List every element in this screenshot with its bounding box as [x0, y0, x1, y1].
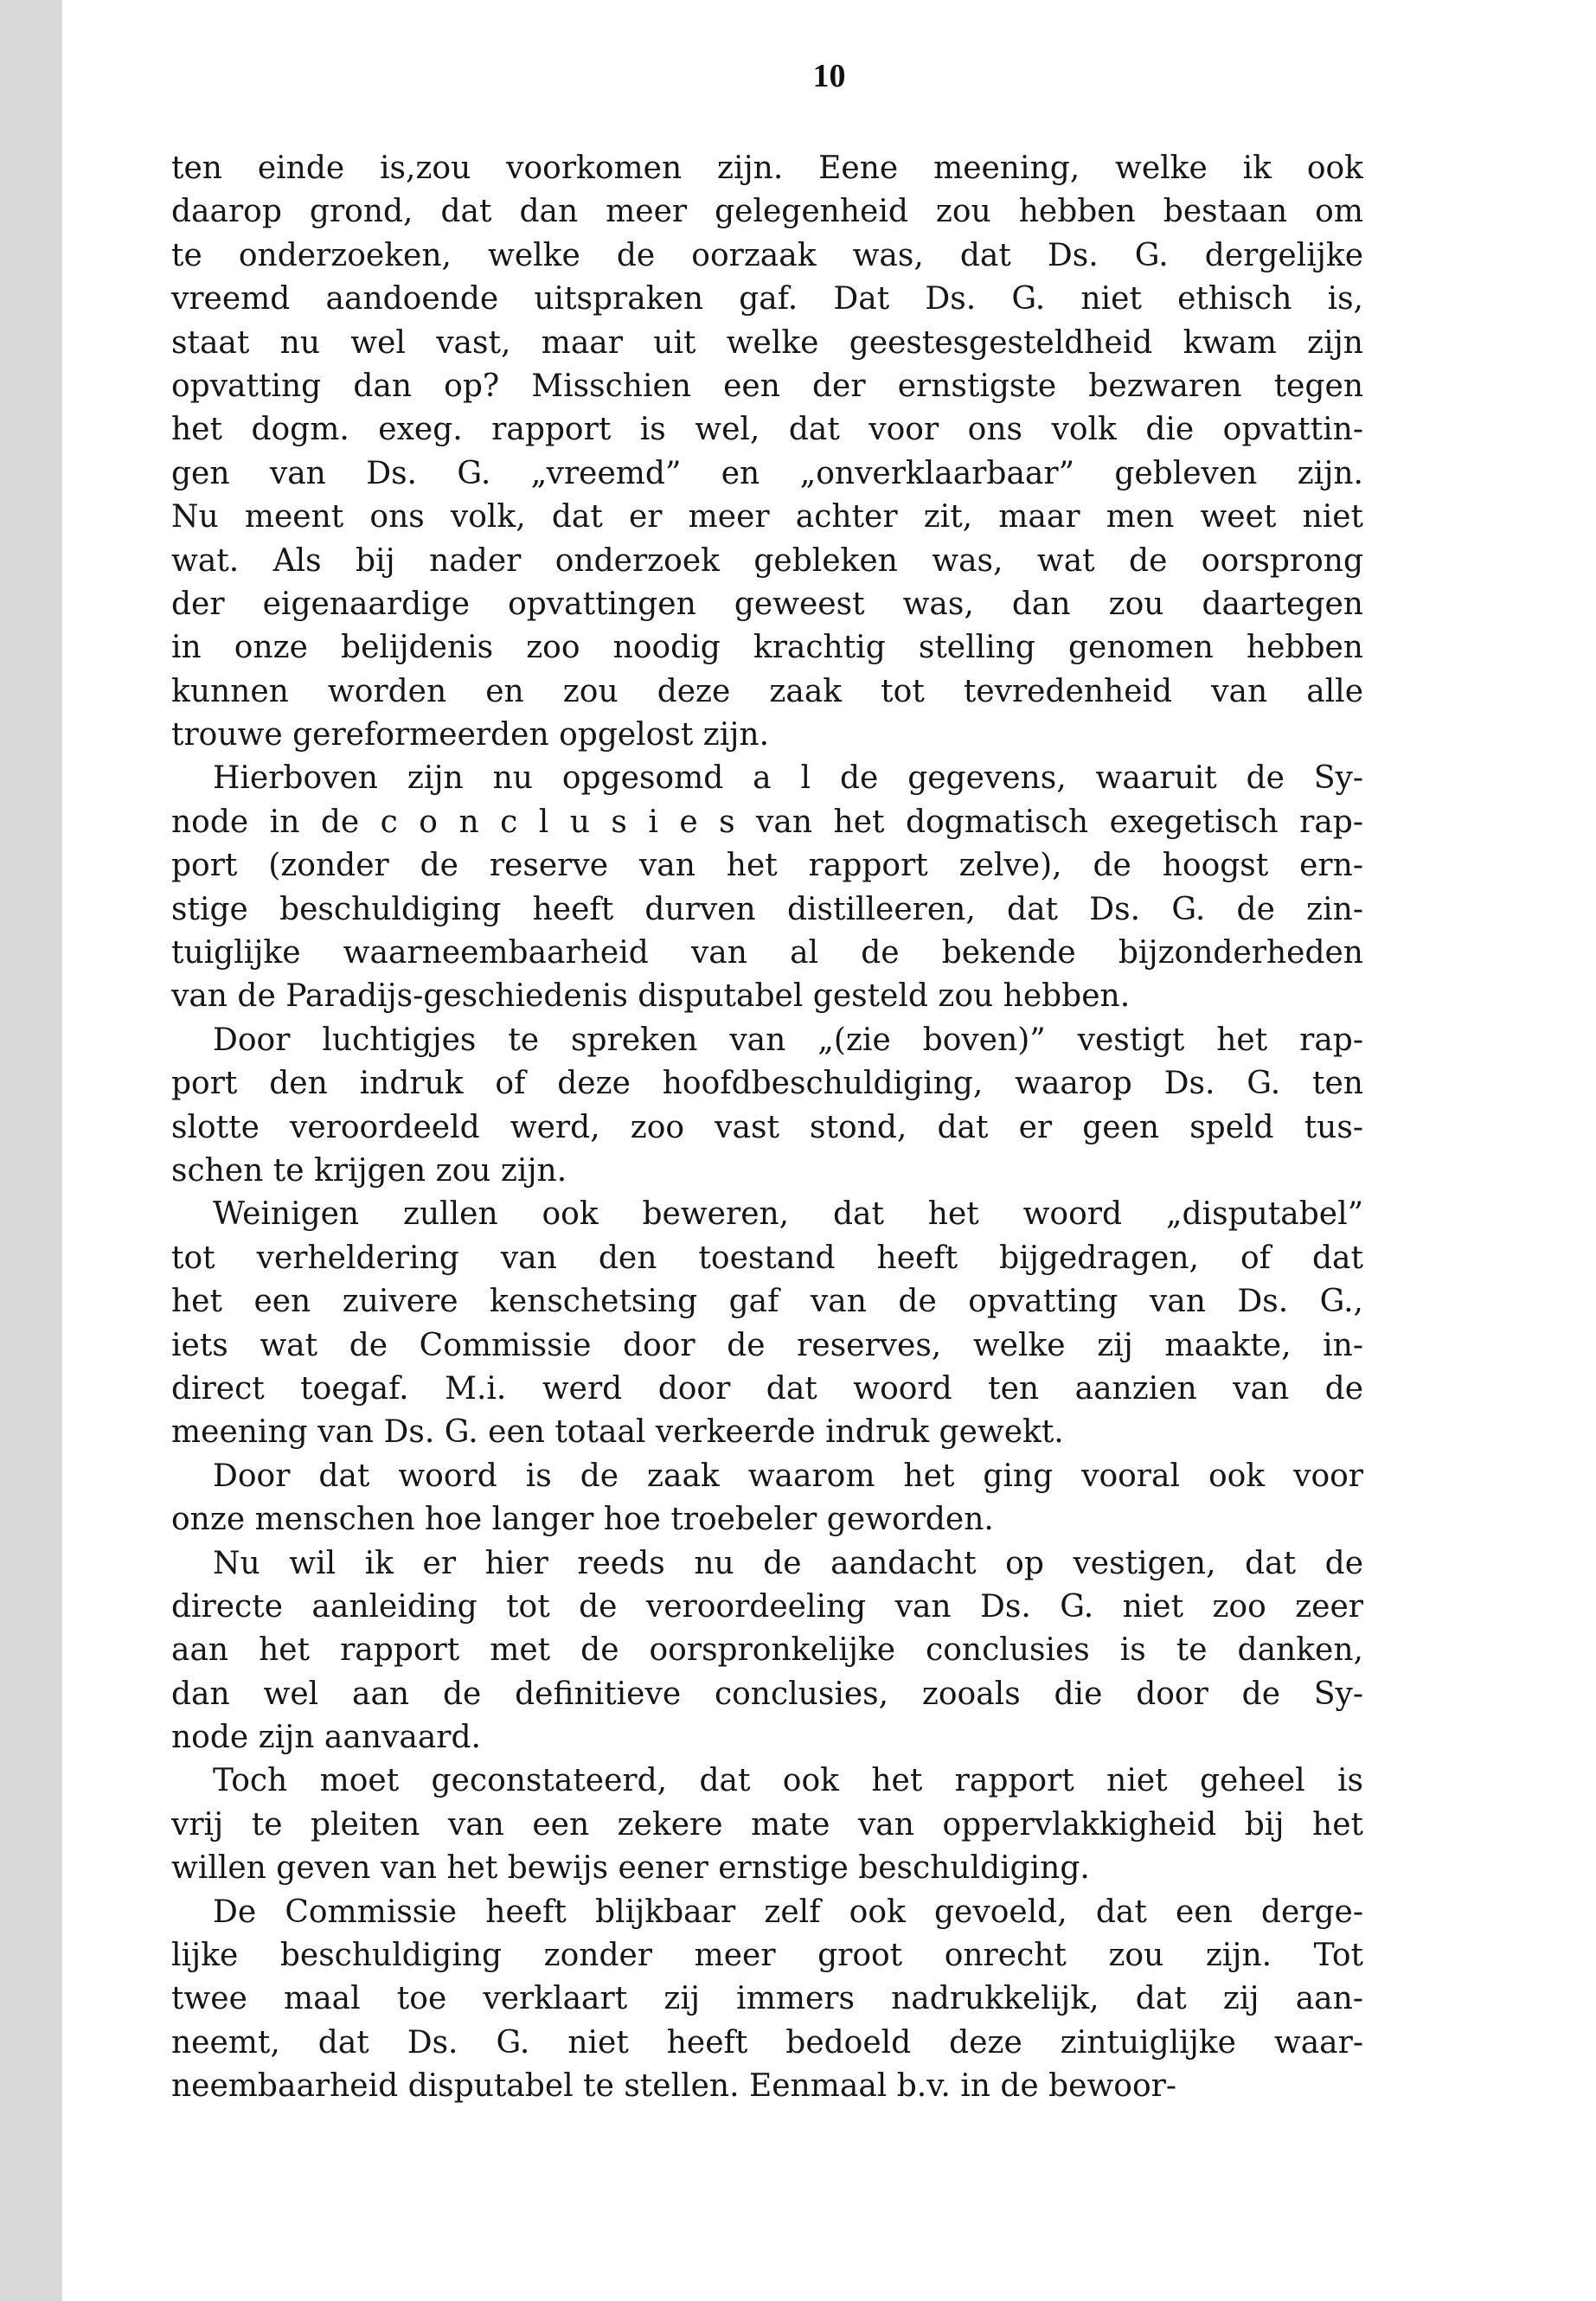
text-line: direct toegaf. M.i. werd door dat woord ten aanzien van de: [171, 1370, 1363, 1407]
text-line: Nu meent ons volk, dat er meer achter zit, maar men weet niet: [171, 499, 1363, 535]
book-page: [62, 0, 1596, 2301]
text-line: wat. Als bij nader onderzoek gebleken was, wat de oorsprong: [171, 542, 1363, 579]
page-number: 10: [812, 58, 846, 94]
text-line: Door luchtigjes te spreken van „(zie boven)” vestigt het rap-: [213, 1022, 1363, 1058]
text-line: De Commissie heeft blijkbaar zelf ook gevoeld, dat een derge-: [213, 1894, 1363, 1930]
paragraph: [171, 147, 1363, 757]
text-line: Door dat woord is de zaak waarom het ging vooral ook voor: [213, 1458, 1363, 1494]
text-line: het dogm. exeg. rapport is wel, dat voor ons volk die opvattin-: [171, 412, 1363, 448]
text-line: aan het rapport met de oorspronkelijke conclusies is te danken,: [171, 1632, 1363, 1669]
text-line: twee maal toe verklaart zij immers nadrukkelijk, dat zij aan-: [171, 1981, 1363, 2017]
text-line: onze menschen hoe langer hoe troebeler geworden.: [171, 1502, 994, 1538]
text-line: ten einde is,zou voorkomen zijn. Eene meening, welke ik ook: [171, 151, 1363, 186]
paragraph: [171, 757, 1363, 1018]
text-line: schen te krijgen zou zijn.: [171, 1152, 567, 1189]
text-line: directe aanleiding tot de veroordeeling van Ds. G. niet zoo zeer: [171, 1588, 1363, 1625]
text-line: node in de c o n c l u s i e s van het dogmatisch exegetisch rap-: [171, 804, 1363, 840]
paragraph: [171, 1193, 1363, 1454]
paragraph: [171, 1542, 1363, 1760]
text-line: meening van Ds. G. een totaal verkeerde indruk gewekt.: [171, 1414, 1064, 1451]
text-line: staat nu wel vast, maar uit welke geestesgesteldheid kwam zijn: [171, 324, 1363, 361]
text-line: port den indruk of deze hoofdbeschuldiging, waarop Ds. G. ten: [171, 1066, 1363, 1102]
text-line: lijke beschuldiging zonder meer groot onrecht zou zijn. Tot: [171, 1938, 1363, 1974]
text-line: willen geven van het bewijs eener ernstige beschuldiging.: [171, 1850, 1090, 1887]
text-line: iets wat de Commissie door de reserves, welke zij maakte, in-: [171, 1327, 1363, 1363]
text-line: te onderzoeken, welke de oorzaak was, dat Ds. G. dergelijke: [171, 237, 1363, 273]
paragraph: [171, 1891, 1363, 2109]
text-line: vreemd aandoende uitspraken gaf. Dat Ds. G. niet ethisch is,: [171, 281, 1363, 317]
text-line: neemt, dat Ds. G. niet heeft bedoeld deze zintuiglijke waar-: [171, 2024, 1363, 2061]
text-line: opvatting dan op? Misschien een der ernstigste bezwaren tegen: [171, 368, 1363, 404]
paragraph: [171, 1759, 1363, 1890]
text-line: neembaarheid disputabel te stellen. Eenmaal b.v. in de bewoor-: [171, 2068, 1177, 2105]
text-line: daarop grond, dat dan meer gelegenheid zou hebben bestaan om: [171, 194, 1363, 230]
text-line: Hierboven zijn nu opgesomd a l de gegevens, waaruit de Sy-: [213, 760, 1363, 797]
text-line: stige beschuldiging heeft durven distilleeren, dat Ds. G. de zin-: [171, 891, 1363, 927]
text-line: tot verheldering van den toestand heeft bijgedragen, of dat: [171, 1240, 1363, 1276]
text-line: node zijn aanvaard.: [171, 1720, 481, 1756]
text-line: Toch moet geconstateerd, dat ook het rapport niet geheel is: [213, 1763, 1363, 1799]
body-text: [171, 147, 1363, 2109]
text-line: kunnen worden en zou deze zaak tot tevredenheid van alle: [171, 673, 1363, 709]
paragraph: [171, 1455, 1363, 1542]
text-line: in onze belijdenis zoo noodig krachtig stelling genomen hebben: [171, 630, 1363, 666]
text-line: tuiglijke waarneembaarheid van al de bekende bijzonderheden: [171, 935, 1363, 971]
text-line: van de Paradijs-geschiedenis disputabel gesteld zou hebben.: [171, 978, 1131, 1015]
text-line: der eigenaardige opvattingen geweest was, dan zou daartegen: [171, 586, 1363, 622]
paragraph: [171, 1019, 1363, 1194]
text-line: Weinigen zullen ook beweren, dat het woord „disputabel”: [213, 1196, 1363, 1233]
text-line: Nu wil ik er hier reeds nu de aandacht op vestigen, dat de: [213, 1545, 1363, 1581]
text-line: het een zuivere kenschetsing gaf van de opvatting van Ds. G.,: [171, 1284, 1363, 1320]
text-line: vrij te pleiten van een zekere mate van oppervlakkigheid bij het: [171, 1806, 1363, 1843]
text-line: gen van Ds. G. „vreemd” en „onverklaarbaar” gebleven zijn.: [171, 455, 1363, 491]
text-line: dan wel aan de definitieve conclusies, zooals die door de Sy-: [171, 1676, 1363, 1712]
text-line: port (zonder de reserve van het rapport zelve), de hoogst ern-: [171, 848, 1363, 884]
text-line: slotte veroordeeld werd, zoo vast stond, dat er geen speld tus-: [171, 1109, 1363, 1145]
text-line: trouwe gereformeerden opgelost zijn.: [171, 717, 770, 753]
